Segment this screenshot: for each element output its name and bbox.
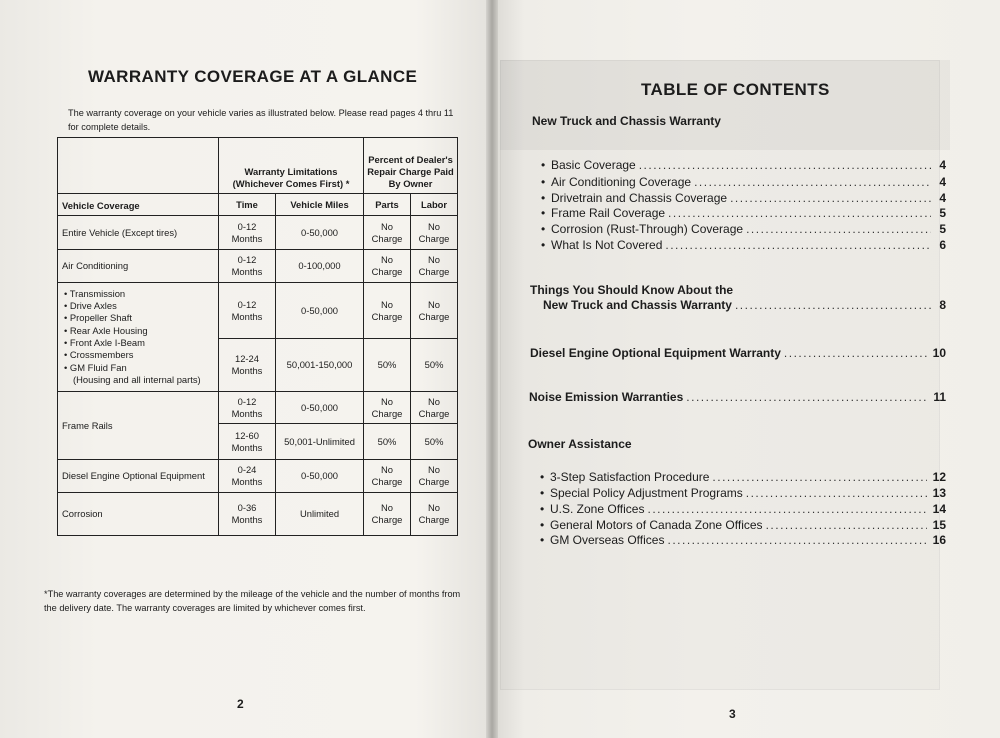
toc-entry[interactable]: • What Is Not Covered ..... 6	[541, 238, 946, 253]
leader-dots	[667, 533, 927, 548]
header-percent: Percent of Dealer's Repair Charge Paid By Owner	[364, 138, 458, 194]
col-time: Time	[219, 194, 276, 216]
miles-cell: Unlimited	[276, 493, 364, 536]
table-row	[58, 216, 458, 250]
col-vehicle-miles: Vehicle Miles	[276, 194, 364, 216]
leader-dots	[639, 158, 931, 173]
labor-cell: 50%	[411, 424, 458, 460]
parts-cell: No Charge	[364, 216, 411, 250]
table-row	[58, 460, 458, 493]
list-item: • Propeller Shaft	[64, 312, 132, 324]
leader-dots	[665, 238, 931, 253]
list-item: • Crossmembers	[64, 349, 134, 361]
vehicle-cell: Air Conditioning	[58, 250, 219, 283]
labor-cell: No Charge	[411, 250, 458, 283]
toc-entry[interactable]: • Frame Rail Coverage ..... 5	[541, 206, 946, 221]
table-row	[58, 283, 458, 339]
list-item: • Drive Axles	[64, 300, 117, 312]
time-cell: 0-12 Months	[219, 283, 276, 339]
leader-dots	[784, 346, 927, 361]
header-limitations: Warranty Limitations (Whichever Comes First) *	[219, 138, 364, 194]
list-item: • Transmission	[64, 287, 126, 299]
labor-cell: No Charge	[411, 392, 458, 424]
col-parts: Parts	[364, 194, 411, 216]
parts-cell: 50%	[364, 339, 411, 392]
warranty-footnote: *The warranty coverages are determined by the mileage of the vehicle and the number of months from the delivery date. The warranty coverages are limited by whichever comes first.	[44, 589, 461, 613]
leader-dots	[730, 191, 931, 206]
miles-cell: 50,001-150,000	[276, 339, 364, 392]
warranty-intro: The warranty coverage on your vehicle varies as illustrated below. Please read pages 4 thru 11 for complete details.	[68, 108, 454, 132]
leader-dots	[746, 222, 931, 237]
parts-cell: No Charge	[364, 460, 411, 493]
parts-cell: No Charge	[364, 392, 411, 424]
list-item: • Rear Axle Housing	[64, 324, 148, 336]
toc-entry[interactable]: • GM Overseas Offices ..... 16	[540, 533, 946, 548]
time-cell: 0-12 Months	[219, 216, 276, 250]
toc-entry[interactable]: • Basic Coverage ..... 4	[541, 158, 946, 173]
table-row	[58, 392, 458, 424]
miles-cell: 0-100,000	[276, 250, 364, 283]
parts-cell: No Charge	[364, 283, 411, 339]
toc-heading-new-truck: New Truck and Chassis Warranty	[532, 114, 721, 128]
miles-cell: 0-50,000	[276, 283, 364, 339]
time-cell: 0-36 Months	[219, 493, 276, 536]
warranty-title: WARRANTY COVERAGE AT A GLANCE	[88, 67, 418, 86]
parts-cell: No Charge	[364, 250, 411, 283]
toc-entry[interactable]: Diesel Engine Optional Equipment Warranty ..... 10	[530, 346, 946, 361]
leader-dots	[766, 518, 927, 533]
labor-cell: 50%	[411, 339, 458, 392]
time-cell: 0-12 Months	[219, 250, 276, 283]
toc-entry[interactable]: Noise Emission Warranties ..... 11	[529, 390, 946, 405]
time-cell: 0-12 Months	[219, 392, 276, 424]
miles-cell: 0-50,000	[276, 216, 364, 250]
vehicle-cell: Entire Vehicle (Except tires)	[58, 216, 219, 250]
drivetrain-note: (Housing and all internal parts)	[73, 373, 201, 385]
leader-dots	[668, 206, 931, 221]
leader-dots	[686, 390, 927, 405]
book-spine	[486, 0, 498, 738]
page-number-right: 3	[729, 707, 736, 721]
list-item: • Front Axle I-Beam	[64, 337, 145, 348]
table-row	[58, 493, 458, 536]
table-row	[58, 250, 458, 283]
leader-dots	[647, 502, 927, 517]
warranty-table	[57, 137, 458, 536]
drivetrain-cell	[58, 283, 219, 392]
col-labor: Labor	[411, 194, 458, 216]
header-blank	[58, 138, 219, 194]
vehicle-cell: Diesel Engine Optional Equipment	[58, 460, 219, 493]
vehicle-cell: Corrosion	[58, 493, 219, 536]
labor-cell: No Charge	[411, 460, 458, 493]
toc-entry[interactable]: • Drivetrain and Chassis Coverage ..... 4	[541, 191, 946, 206]
time-cell: 12-60 Months	[219, 424, 276, 460]
vehicle-cell: Frame Rails	[58, 392, 219, 460]
time-cell: 12-24 Months	[219, 339, 276, 392]
labor-cell: No Charge	[411, 493, 458, 536]
page-number-left: 2	[237, 697, 244, 711]
toc-entry[interactable]: • Special Policy Adjustment Programs ..... 13	[540, 486, 946, 501]
labor-cell: No Charge	[411, 283, 458, 339]
toc-entry[interactable]: • Corrosion (Rust-Through) Coverage ..... 5	[541, 222, 946, 237]
toc-entry[interactable]: • 3-Step Satisfaction Procedure ..... 12	[540, 470, 946, 485]
leader-dots	[694, 175, 931, 190]
toc-entry[interactable]: New Truck and Chassis Warranty ..... 8	[543, 298, 946, 313]
parts-cell: No Charge	[364, 493, 411, 536]
toc-heading-things-to-know: Things You Should Know About the	[530, 283, 734, 297]
time-cell: 0-24 Months	[219, 460, 276, 493]
leader-dots	[746, 486, 927, 501]
miles-cell: 0-50,000	[276, 392, 364, 424]
toc-title: TABLE OF CONTENTS	[641, 80, 830, 99]
leader-dots	[712, 470, 927, 485]
toc-entry[interactable]: • U.S. Zone Offices ..... 14	[540, 502, 946, 517]
miles-cell: 50,001-Unlimited	[276, 424, 364, 460]
miles-cell: 0-50,000	[276, 460, 364, 493]
col-vehicle-coverage: Vehicle Coverage	[58, 194, 219, 216]
toc-entry[interactable]: • General Motors of Canada Zone Offices ..... 15	[540, 518, 946, 533]
parts-cell: 50%	[364, 424, 411, 460]
bleed-through-area	[500, 60, 940, 690]
list-item: • GM Fluid Fan	[64, 361, 127, 373]
toc-entry[interactable]: • Air Conditioning Coverage ..... 4	[541, 175, 946, 190]
toc-heading-owner-assistance: Owner Assistance	[528, 437, 632, 451]
labor-cell: No Charge	[411, 216, 458, 250]
leader-dots	[735, 298, 931, 313]
